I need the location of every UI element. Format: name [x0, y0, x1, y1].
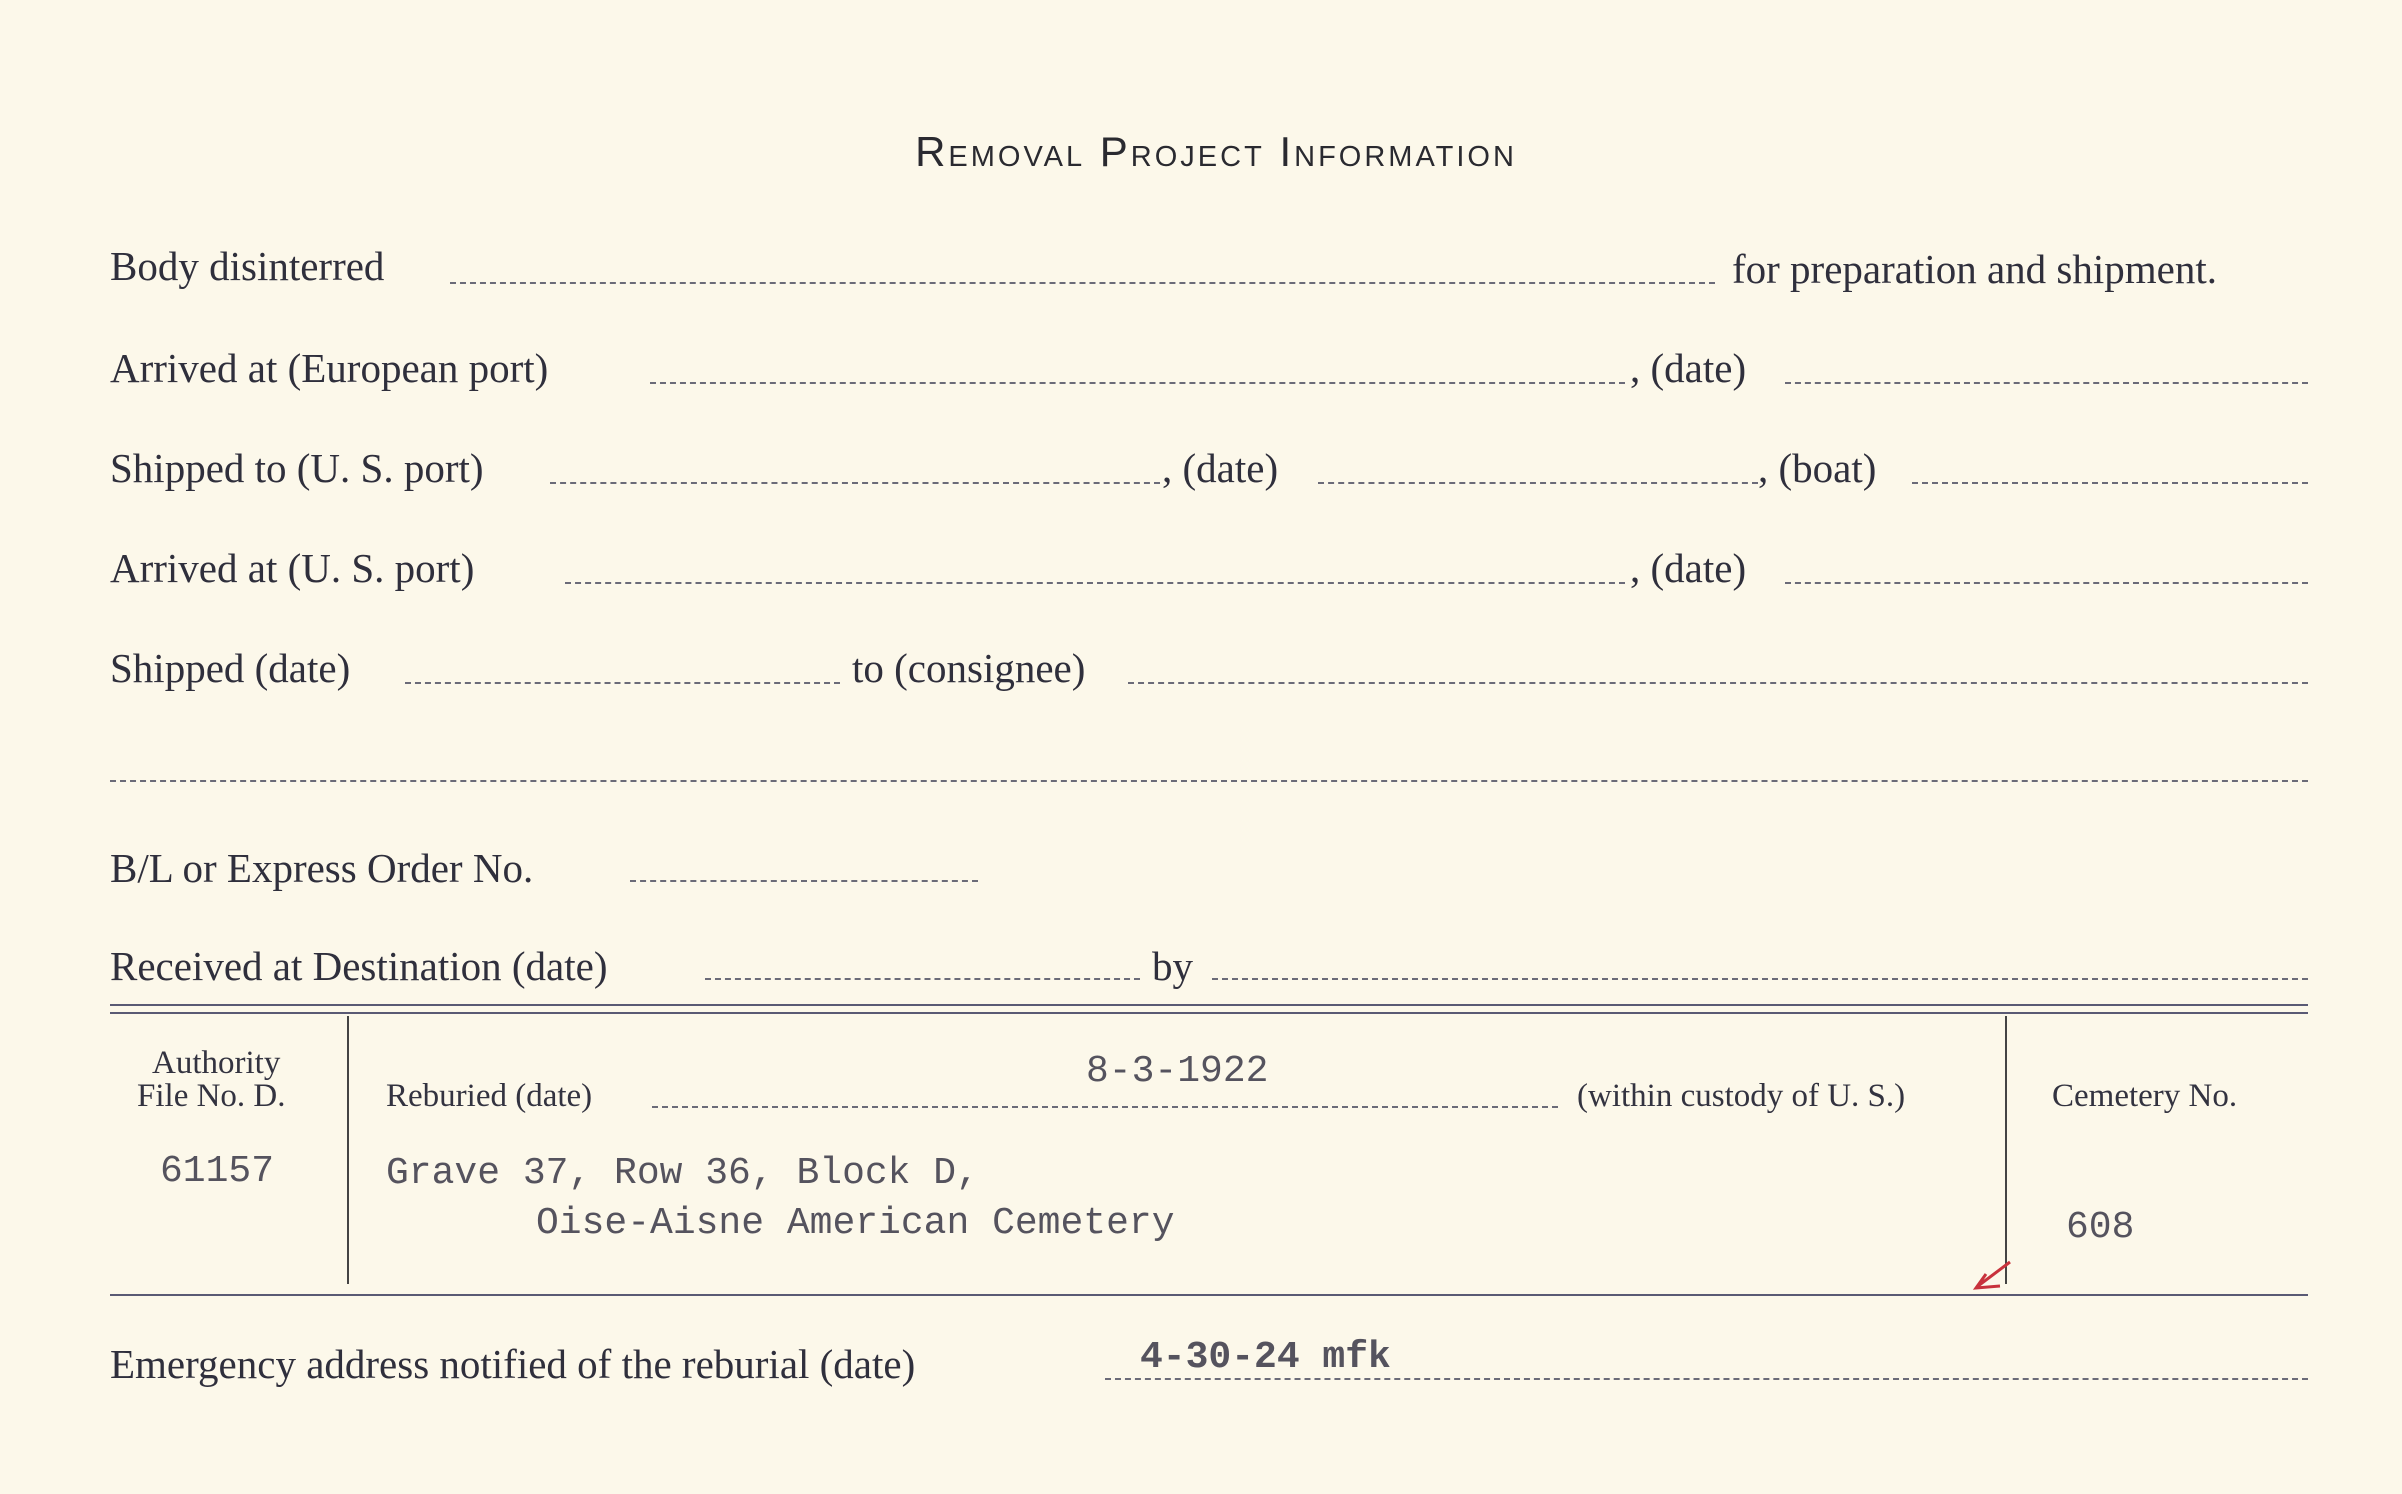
- cemetery-number: 608: [2066, 1206, 2135, 1249]
- arrived-european-line[interactable]: [650, 382, 1625, 384]
- shipped-to-us-line[interactable]: [550, 482, 1160, 484]
- body-disinterred-label: Body disinterred: [110, 243, 385, 289]
- notified-date-value: 4-30-24 mfk: [1140, 1336, 1391, 1379]
- received-date-line[interactable]: [705, 978, 1140, 980]
- red-check-mark-icon: [1972, 1252, 2020, 1292]
- bl-order-label: B/L or Express Order No.: [110, 845, 534, 891]
- date-label-2: , (date): [1162, 445, 1279, 491]
- double-rule-bottom: [110, 1012, 2308, 1014]
- divider-left: [347, 1016, 349, 1284]
- boat-label: , (boat): [1758, 445, 1877, 491]
- date-line-2[interactable]: [1318, 482, 1758, 484]
- boat-line[interactable]: [1912, 482, 2308, 484]
- shipped-date-label: Shipped (date): [110, 645, 351, 691]
- arrived-us-label: Arrived at (U. S. port): [110, 545, 475, 591]
- notified-date-line[interactable]: [1105, 1378, 2308, 1380]
- by-label: by: [1152, 943, 1193, 989]
- custody-label: (within custody of U. S.): [1577, 1078, 1906, 1114]
- arrived-us-line[interactable]: [565, 582, 1625, 584]
- by-line[interactable]: [1212, 978, 2308, 980]
- received-destination-label: Received at Destination (date): [110, 943, 608, 989]
- date-label-1: , (date): [1630, 345, 1747, 391]
- body-disinterred-line[interactable]: [450, 282, 1715, 284]
- reburied-date-line[interactable]: [652, 1106, 1558, 1108]
- shipped-date-line[interactable]: [405, 682, 840, 684]
- grave-location-line-1: Grave 37, Row 36, Block D,: [386, 1152, 979, 1195]
- double-rule-top: [110, 1004, 2308, 1006]
- shipped-to-us-label: Shipped to (U. S. port): [110, 445, 484, 491]
- cemetery-no-label: Cemetery No.: [2052, 1078, 2238, 1114]
- date-line-3[interactable]: [1785, 582, 2308, 584]
- blank-line[interactable]: [110, 780, 2308, 782]
- arrived-european-label: Arrived at (European port): [110, 345, 549, 391]
- for-preparation-label: for preparation and shipment.: [1732, 246, 2218, 292]
- reburied-date-value: 8-3-1922: [1086, 1050, 1269, 1093]
- authority-label: Authority: [152, 1045, 281, 1081]
- divider-right: [2005, 1016, 2007, 1284]
- date-label-3: , (date): [1630, 545, 1747, 591]
- consignee-line[interactable]: [1128, 682, 2308, 684]
- emergency-address-label: Emergency address notified of the reburial (date): [110, 1341, 916, 1387]
- bl-order-line[interactable]: [630, 880, 978, 882]
- card-title: Removal Project Information: [915, 128, 1517, 175]
- file-no-label: File No. D.: [137, 1078, 286, 1114]
- bottom-rule: [110, 1294, 2308, 1296]
- grave-location-line-2: Oise-Aisne American Cemetery: [536, 1202, 1175, 1245]
- reburied-label: Reburied (date): [386, 1078, 593, 1114]
- date-line-1[interactable]: [1785, 382, 2308, 384]
- authority-file-number: 61157: [160, 1150, 275, 1193]
- to-consignee-label: to (consignee): [852, 645, 1086, 691]
